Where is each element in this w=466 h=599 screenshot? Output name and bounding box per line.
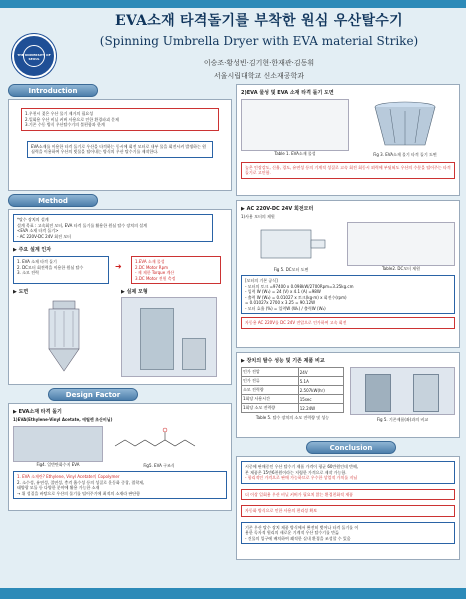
eva-strike-drawing bbox=[355, 99, 455, 151]
conclusion-heading: Conclusion bbox=[306, 441, 396, 454]
compare-table-figure bbox=[241, 367, 344, 423]
conclusion-box-novel bbox=[241, 522, 455, 545]
factors-list bbox=[13, 256, 109, 284]
left-column bbox=[8, 84, 232, 511]
eva-pellet-figure bbox=[13, 426, 103, 469]
eva-structure-caption: Fig5. EVA 구조식 bbox=[143, 462, 175, 468]
design-sub: ▶ EVA소재 타격 돌기 bbox=[13, 409, 62, 415]
intro-panel bbox=[8, 99, 232, 191]
conclusion-box-eco: 더 이상 일회용 우산 비닐 커버가 필요치 않는 환경친화적 제품 bbox=[241, 489, 455, 501]
formula-title: [모터의 기본 공식] bbox=[245, 278, 278, 283]
conclusion-line: 용한 독자적 원리의 새로운 기계적 우산 탈수기를 만듦 bbox=[245, 530, 339, 535]
eva-figures bbox=[13, 426, 227, 469]
conclusion-box-auto: 자동화 방식으로 인한 사용의 편리성 확보 bbox=[241, 505, 455, 517]
intro-points bbox=[21, 108, 219, 131]
factors-red-box bbox=[131, 256, 221, 284]
compare-photo bbox=[350, 367, 455, 415]
intro-point: 2.일회용 우산 비닐 커버 사용으로 인한 환경파괴 문제 bbox=[25, 116, 119, 122]
compare-photo-caption: Fig 5. 기존제품(좌)과의 비교 bbox=[376, 417, 429, 422]
bottom-band bbox=[0, 588, 466, 599]
compare-table bbox=[241, 367, 344, 413]
arrow-icon: ➜ bbox=[115, 262, 122, 271]
factor-item: 3. 소모 전력 bbox=[17, 270, 39, 275]
red-line: - 제 제한 Torque 계산 bbox=[135, 270, 175, 275]
eva-line: 1. EVA 소재란? Ethylene, Vinyl Acetate의 Copolymer bbox=[17, 474, 120, 479]
motor-drawing bbox=[241, 222, 341, 266]
conclusion-box-price bbox=[241, 461, 455, 484]
poster-title: EVA소재 타격돌기를 부착한 원심 우산탈수기 bbox=[115, 13, 403, 29]
eva-line: 태양광 모듈 등 다양한 분야에 활용 가능한 소재 bbox=[17, 485, 100, 490]
motor-note: 자동용 AC 220V를 DC 24V 전압으로 인가하여 고속 회전 bbox=[241, 317, 455, 329]
conclusion-line: - 건물의 입구에 배치하여 쾌적한 실내 환경을 조성할 수 있음 bbox=[245, 535, 351, 541]
logo-text: THE UNIVERSITY OF SEOUL bbox=[17, 53, 51, 61]
compare-cell: 24V bbox=[298, 368, 343, 377]
intro-point: 3.기존 수동 방식 우산탈수기의 불편함과 한계 bbox=[25, 122, 105, 127]
motor-panel bbox=[236, 200, 460, 348]
conclusion-line: - 합리적인 가격으로 판매 가능하므로 우수한 상업적 가치를 지님 bbox=[245, 475, 358, 480]
intro-summary: EVA소재를 이용한 타격 돌기로 우산을 타격하는 동시에 회전 모터로 내부 물을 회전시켜 발생하는 원심력을 이용하여 우산의 빗물을 털어내는 방식의 우산 탈수기를 제작한다. bbox=[27, 141, 213, 158]
dryer-drawing bbox=[13, 297, 113, 377]
motor-spec-caption: Table2. DC모터 제원 bbox=[381, 265, 421, 271]
method-goal-box bbox=[13, 214, 213, 242]
compare-table-caption: Table 5. 탈수 장치의 소모 전력량 및 성능 bbox=[255, 415, 330, 420]
compare-photo-figure bbox=[350, 367, 455, 423]
compare-body bbox=[241, 367, 455, 423]
formula-line: - 모터의 토크 =97400 x 0.098kW/2700Rpm=3.25kg.cm bbox=[245, 283, 354, 289]
compare-cell: 인가 전압 bbox=[242, 368, 299, 377]
eva-spec-note: 높은 인장강도, 신율, 경도, 유연성 등의 기계적 성질로 고속 회전 회동시 외력에 부딪혀도 우산의 수분을 털어주는 타격돌기로 고안함. bbox=[241, 162, 455, 179]
eva-spec-panel bbox=[236, 84, 460, 196]
compare-heading: ▶ 장치의 탈수 성능 및 기존 제품 비교 bbox=[241, 358, 325, 364]
red-line: 3.DC Motor 전원 측정 bbox=[135, 275, 176, 281]
eva-strike-caption: Fig 3. EVA소재 물기 타격 돌기 도면 bbox=[373, 152, 437, 157]
eva-title: 1)EVA(Ethylene-Vinyl Acetate, 에틸렌 초산비닐) bbox=[13, 417, 113, 422]
formula-line: - 입력 W (W₁) = 24 (V) x 4.1 (A) =98W bbox=[245, 289, 321, 294]
motor-figures bbox=[241, 222, 455, 273]
compare-cell: 1회당 사용시간 bbox=[242, 395, 299, 404]
compare-panel bbox=[236, 352, 460, 438]
eva-spec-table bbox=[241, 99, 349, 151]
method-line: 설계 목표 : 고속회전 모터, EVA 타격 돌기를 활용한 원심 탈수 장치의 설계 bbox=[17, 222, 147, 228]
red-line: 2.DC Motor Rpm bbox=[135, 264, 169, 270]
formula-line: - 모터 효율 (%) = 입력W (W₁) / 출력W (W₂) bbox=[245, 305, 326, 311]
eva-spec-table-figure bbox=[241, 99, 349, 158]
factor-item: 1. EVA 소재 타격 돌기 bbox=[17, 259, 57, 264]
eva-structure-diagram bbox=[109, 426, 209, 462]
eva-spec-heading: 2)EVA 물성 및 EVA 소재 타격 돌기 도면 bbox=[241, 90, 334, 96]
method-heading: Method bbox=[8, 194, 98, 207]
formula-line: - 출력 W (W₂) = 0.01027 x 토크(kg·m) x 회전수(rpm) bbox=[245, 294, 347, 300]
intro-point: 1.우천시 젖은 우산 물기 제거의 필요성 bbox=[25, 111, 94, 116]
compare-cell: 12.24W bbox=[298, 404, 343, 413]
method-line: <EVA 소재 타격 돌기> bbox=[17, 228, 59, 233]
compare-cell: 2.507kW(hr) bbox=[298, 386, 343, 395]
red-line: 1.EVA 소재 물성 bbox=[135, 259, 165, 264]
motor-formula-box bbox=[241, 275, 455, 314]
eva-description bbox=[13, 471, 227, 499]
top-band bbox=[0, 0, 466, 8]
eva-strike-figure bbox=[355, 99, 455, 158]
existing-product bbox=[365, 374, 391, 412]
compare-cell: 5.1A bbox=[298, 377, 343, 386]
university-logo bbox=[12, 34, 56, 78]
method-line: *탈수 장치의 설계 bbox=[17, 217, 49, 222]
right-column bbox=[236, 84, 460, 560]
model-label: ▶ 실제 모형 bbox=[121, 289, 148, 295]
drawing-figure bbox=[13, 288, 121, 378]
formula-line: = 0.01027x 2700 x 3.25 = 90.12W bbox=[245, 300, 316, 305]
compare-cell: 1회당 소모 전력량 bbox=[242, 404, 299, 413]
authors: 이승조·황성빈·김기현·한재관·김동휘 bbox=[203, 59, 315, 67]
conclusion-line: 본 제품은 15만6천원이라는 저렴한 가격으로 제작 가능함. bbox=[245, 469, 347, 475]
affiliation: 서울시립대학교 신소재공학과 bbox=[213, 72, 305, 80]
motor-drawing-caption: Fig 5. DC모터 도면 bbox=[273, 266, 309, 272]
motor-spec-table bbox=[347, 222, 455, 266]
new-product bbox=[413, 374, 439, 412]
factor-item: 2. DC모터 회전력을 이용한 원심 탈수 bbox=[17, 264, 84, 270]
compare-cell: 소모 전력량 bbox=[242, 386, 299, 395]
eva-line: → 위 성질을 바탕으로 우산의 물기를 털어주기에 최적의 소재라 판단함 bbox=[17, 490, 140, 496]
eva-structure-figure bbox=[109, 426, 209, 469]
method-figures bbox=[13, 288, 227, 378]
compare-cell: 인가 전류 bbox=[242, 377, 299, 386]
conclusion-line: 시중에 판매중인 우산 탈수기 제품 가격이 평균 60만원인데 반해, bbox=[245, 464, 359, 469]
model-body bbox=[140, 308, 174, 370]
motor-drawing-figure bbox=[241, 222, 341, 273]
conclusion-panel bbox=[236, 456, 460, 560]
model-box bbox=[182, 338, 206, 370]
factors-row bbox=[13, 256, 227, 284]
factors-heading: ▶ 주요 설계 인자 bbox=[13, 247, 52, 253]
eva-pellet-caption: Fig4. 일반탄화수지 EVA bbox=[36, 461, 80, 467]
motor-heading: ▶ AC 220V-DC 24V 회전모터 bbox=[241, 206, 314, 212]
compare-cell: 15sec bbox=[298, 395, 343, 404]
title-block bbox=[58, 10, 460, 80]
drawing-label: ▶ 도면 bbox=[13, 289, 29, 295]
method-panel bbox=[8, 209, 232, 385]
design-heading: Design Factor bbox=[48, 388, 138, 401]
poster-subtitle: (Spinning Umbrella Dryer with EVA material Strike) bbox=[99, 34, 419, 48]
conclusion-line: 기존 우산 탈수 장치 제품 방식에서 완전히 벗어나 타격 돌기를 이 bbox=[245, 524, 359, 530]
eva-spec-table-caption: Table 1. EVA소재 물성 bbox=[274, 151, 316, 156]
method-line: - AC 220V-DC 24V 회전 모터 bbox=[17, 233, 71, 239]
intro-heading: Introduction bbox=[8, 84, 98, 97]
motor-sub: 1)사용 모터의 제원 bbox=[241, 214, 275, 219]
model-figure bbox=[121, 288, 221, 378]
eva-spec-figures bbox=[241, 99, 455, 158]
eva-pellet-photo bbox=[13, 426, 103, 462]
motor-spec-figure bbox=[347, 222, 455, 273]
model-photo bbox=[121, 297, 217, 377]
design-panel bbox=[8, 403, 232, 511]
eva-line: 2. 소수성, 유연성, 절연성, 충격 흡수성 등의 성질로 운동화 중창, 접착제, bbox=[17, 479, 145, 485]
